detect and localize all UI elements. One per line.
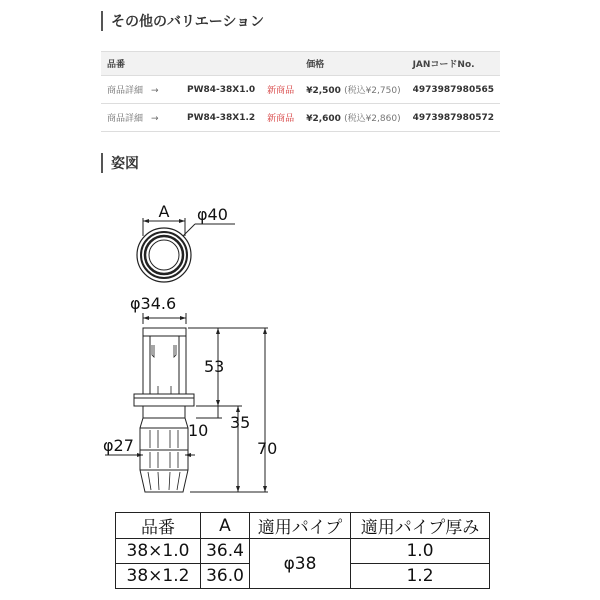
- side-view: [134, 328, 194, 492]
- dim-a: A: [158, 202, 170, 221]
- spec-header-row: [116, 513, 490, 539]
- spec-a: 36.0: [201, 564, 250, 589]
- spec-col-a: A: [201, 513, 250, 539]
- new-badge: 新商品: [261, 76, 300, 104]
- jan-code: 4973987980565: [407, 76, 500, 104]
- dim-10: 10: [188, 421, 209, 440]
- dim-phi346-group: [130, 294, 186, 324]
- dim-phi346: φ34.6: [130, 294, 177, 313]
- dim-70: 70: [257, 439, 278, 458]
- spec-col-code: 品番: [116, 513, 201, 539]
- col-jan: JANコードNo.: [407, 52, 500, 76]
- jan-code: 4973987980572: [407, 104, 500, 132]
- new-badge: 新商品: [261, 104, 300, 132]
- table-row: [116, 539, 490, 564]
- product-code[interactable]: PW84-38X1.0: [181, 76, 261, 104]
- figure-heading-text: 姿図: [111, 156, 139, 172]
- spec-code: 38×1.0: [116, 539, 201, 564]
- top-view: [137, 202, 235, 282]
- product-code[interactable]: PW84-38X1.2: [181, 104, 261, 132]
- variation-heading-text: その他のバリエーション: [111, 14, 265, 30]
- price-value: ¥2,500: [306, 86, 341, 96]
- dim-phi27-group: [103, 436, 195, 457]
- dim-35: 35: [230, 413, 251, 432]
- spec-col-pipe: 適用パイプ: [250, 513, 351, 539]
- price-tax: (税込¥2,860): [344, 114, 401, 124]
- spec-thickness: 1.2: [351, 564, 490, 589]
- spec-code: 38×1.2: [116, 564, 201, 589]
- spec-pipe: φ38: [250, 539, 351, 589]
- col-code: 品番: [101, 52, 300, 76]
- price-tax: (税込¥2,750): [344, 86, 401, 96]
- dim-phi27: φ27: [103, 436, 134, 455]
- spec-col-thickness: 適用パイプ厚み: [351, 513, 490, 539]
- price-value: ¥2,600: [306, 114, 341, 124]
- detail-link-label[interactable]: 商品詳細: [107, 114, 144, 124]
- dim-phi40: φ40: [197, 205, 228, 224]
- spec-table: [115, 512, 490, 589]
- dim-53: 53: [204, 357, 225, 376]
- arrow-icon: →: [151, 114, 159, 124]
- col-price: 価格: [300, 52, 406, 76]
- spec-thickness: 1.0: [351, 539, 490, 564]
- vertical-dims: [188, 328, 277, 492]
- arrow-icon: →: [151, 86, 159, 96]
- spec-a: 36.4: [201, 539, 250, 564]
- detail-link-label[interactable]: 商品詳細: [107, 86, 144, 96]
